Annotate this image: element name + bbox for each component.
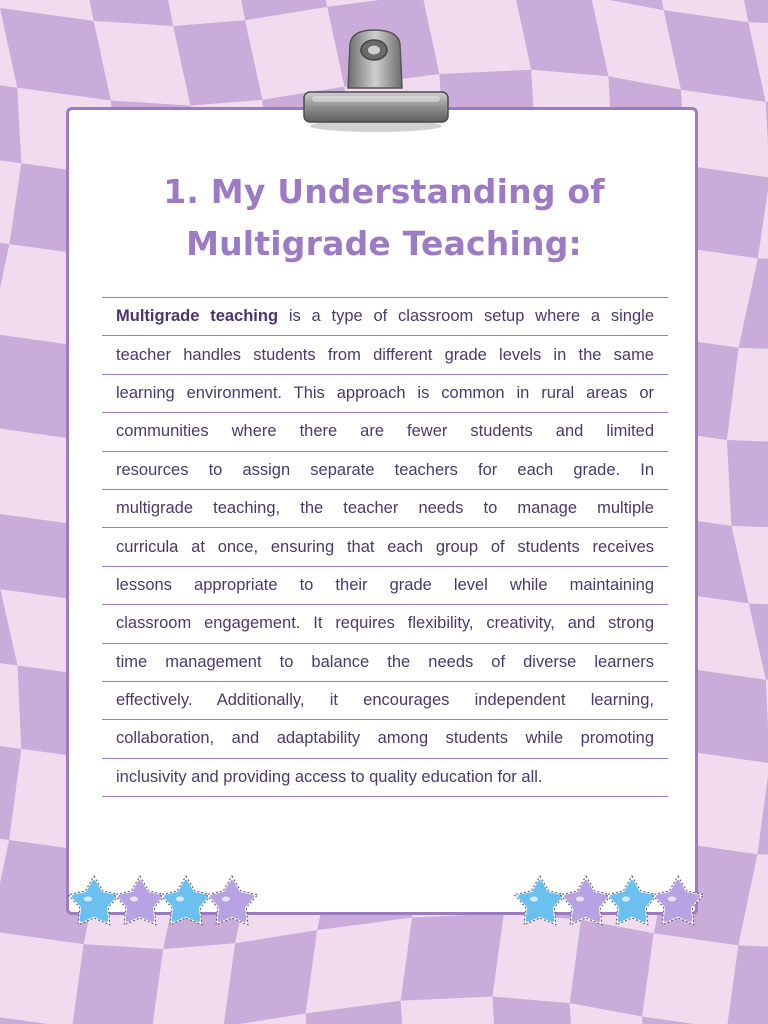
paragraph-line <box>102 605 668 643</box>
paragraph-line <box>102 720 668 758</box>
ruled-paragraph <box>102 297 668 797</box>
page-title <box>0 166 768 270</box>
paragraph-line-text: communities where there are fewer students and limited <box>116 422 654 441</box>
paragraph-line-text: classroom engagement. It requires flexibility, creativity, and strong <box>116 614 654 633</box>
star-shine <box>622 897 630 902</box>
paragraph-line-text: multigrade teaching, the teacher needs to manage multiple <box>116 499 654 518</box>
paragraph-line <box>102 528 668 566</box>
binder-clip-icon <box>300 26 452 134</box>
checker-tile <box>727 440 768 529</box>
paragraph-line-text: lessons appropriate to their grade level while maintaining <box>116 575 654 594</box>
checker-tile <box>401 913 504 1001</box>
star-stickers-left <box>64 873 260 929</box>
title-line-2: Multigrade Teaching: <box>186 224 582 263</box>
paragraph-line <box>102 682 668 720</box>
paragraph-line-text: resources to assign separate teachers for each grade. In <box>116 460 654 479</box>
paragraph-line-text: curricula at once, ensuring that each group of students receives <box>116 537 654 556</box>
paragraph-line <box>102 490 668 528</box>
paragraph-line <box>102 567 668 605</box>
paragraph-line <box>102 452 668 490</box>
title-line-1: 1. My Understanding of <box>163 172 605 211</box>
star-shine <box>176 897 184 902</box>
paragraph-line <box>102 336 668 374</box>
paragraph-line-text: effectively. Additionally, it encourages independent learning, <box>116 691 654 710</box>
paragraph-line-text: learning environment. This approach is common in rural areas or <box>116 383 654 402</box>
paragraph-line <box>102 413 668 451</box>
paragraph-line-text: teacher handles students from different grade levels in the same <box>116 345 654 364</box>
paragraph-line-text: collaboration, and adaptability among students while promoting <box>116 729 654 748</box>
star-shine <box>668 897 676 902</box>
checker-tile <box>570 920 654 1017</box>
checker-tile <box>72 944 163 1024</box>
star-shine <box>576 897 584 902</box>
paragraph-line-text: inclusivity and providing access to quality education for all. <box>116 767 543 786</box>
paragraph-line <box>102 644 668 682</box>
lead-term: Multigrade teaching <box>116 307 279 326</box>
paragraph-line <box>102 298 668 336</box>
star-shine <box>222 897 230 902</box>
star-shine <box>130 897 138 902</box>
checker-tile <box>224 930 318 1024</box>
star-stickers-right <box>510 873 706 929</box>
star-shine <box>84 897 92 902</box>
star-shine <box>530 897 538 902</box>
paragraph-line <box>102 759 668 797</box>
paragraph-line-text: time management to balance the needs of diverse learners <box>116 652 654 671</box>
paragraph-line <box>102 375 668 413</box>
paragraph-line-text: is a type of classroom setup where a single <box>278 307 654 326</box>
